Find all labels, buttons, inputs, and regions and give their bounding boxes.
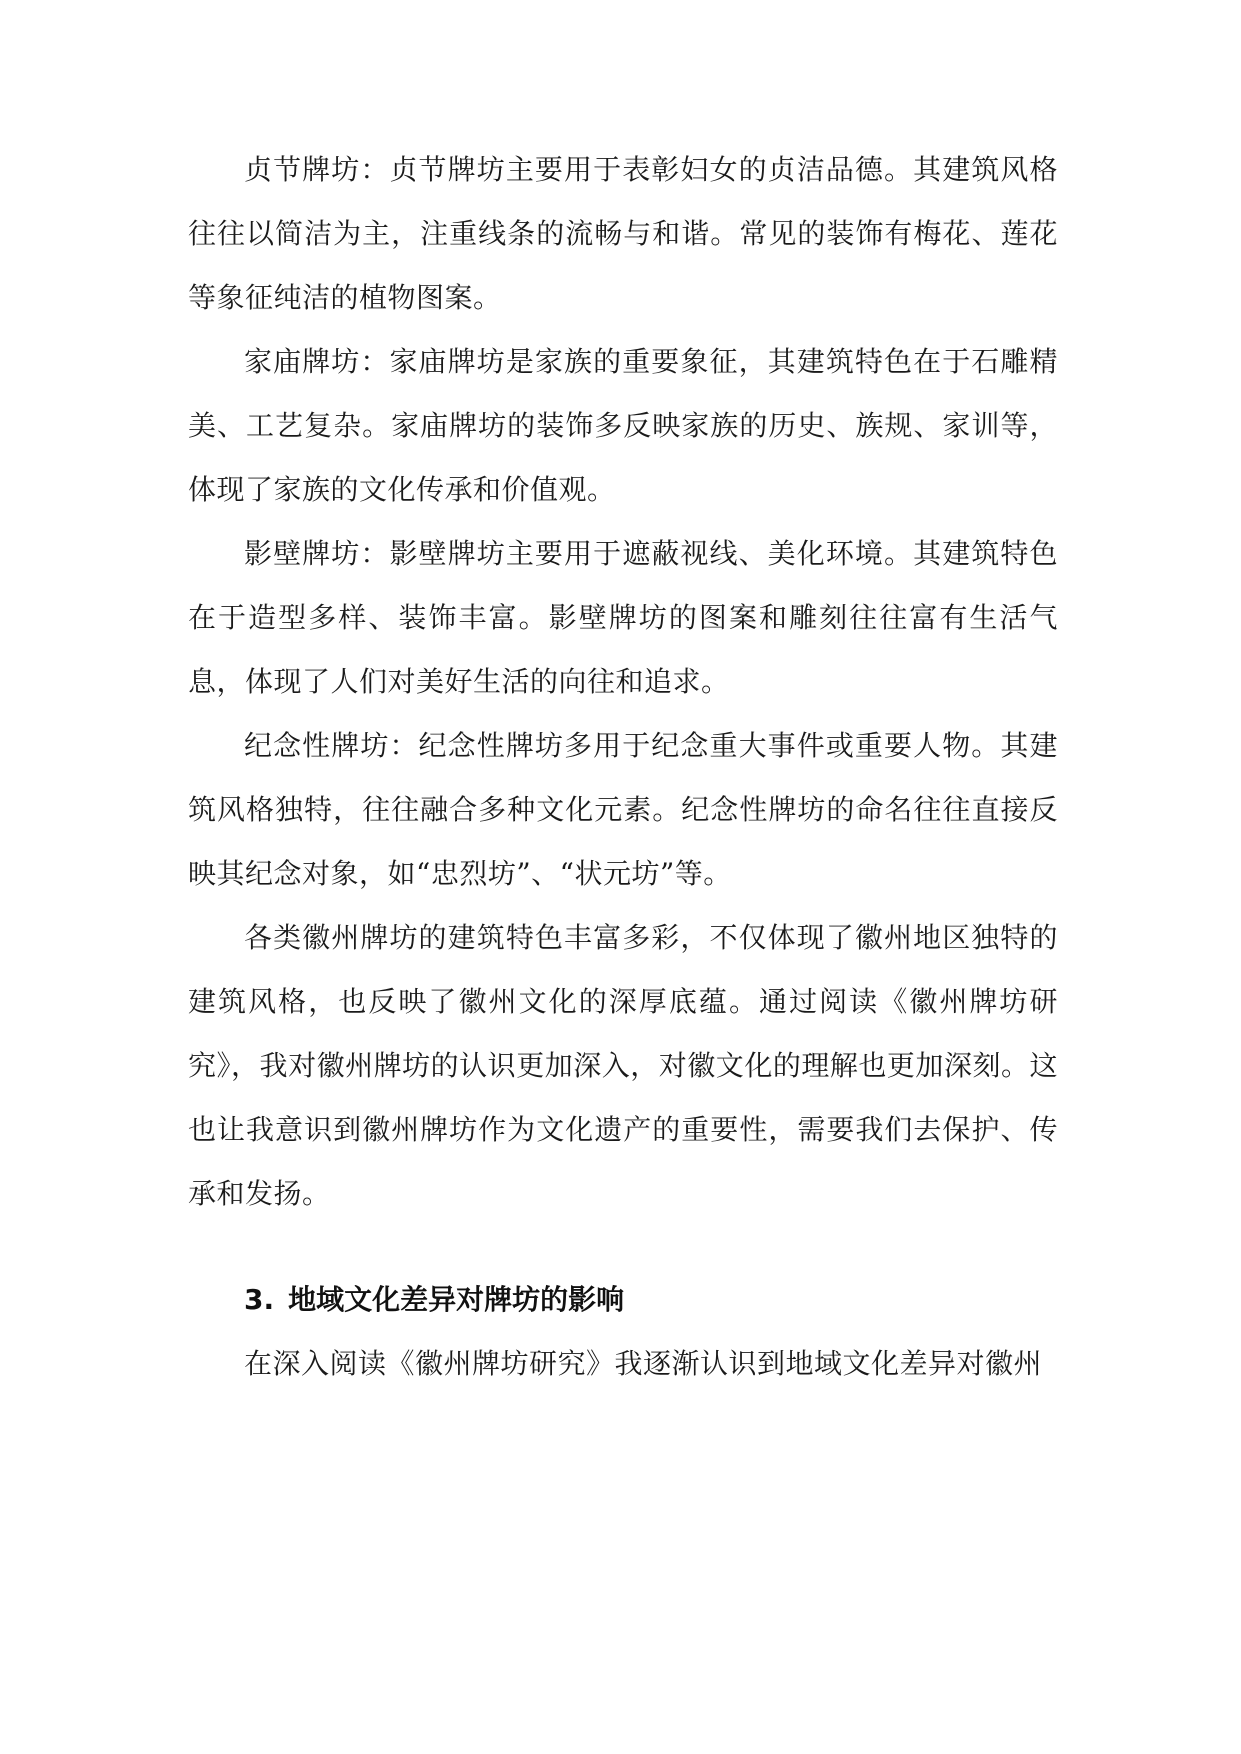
paragraph-chastity-archway: 贞节牌坊：贞节牌坊主要用于表彰妇女的贞洁品德。其建筑风格往往以简洁为主，注重线条的流畅与和谐。常见的装饰有梅花、莲花等象征纯洁的植物图案。: [188, 153, 1058, 314]
paragraph-memorial-archway: 纪念性牌坊：纪念性牌坊多用于纪念重大事件或重要人物。其建筑风格独特，往往融合多种文化元素。纪念性牌坊的命名往往直接反映其纪念对象，如“忠烈坊”、“状元坊”等。: [188, 729, 1058, 890]
document-body: [188, 138, 1058, 1396]
section-title: 地域文化差异对牌坊的影响: [288, 1283, 625, 1316]
paragraph-summary: 各类徽州牌坊的建筑特色丰富多彩，不仅体现了徽州地区独特的建筑风格，也反映了徽州文化的深厚底蕴。通过阅读《徽州牌坊研究》，我对徽州牌坊的认识更加深入，对徽文化的理解也更加深刻。这也让我意识到徽州牌坊作为文化遗产的重要性，需要我们去保护、传承和发扬。: [188, 921, 1058, 1210]
paragraph-ancestral-temple-archway: 家庙牌坊：家庙牌坊是家族的重要象征，其建筑特色在于石雕精美、工艺复杂。家庙牌坊的装饰多反映家族的历史、族规、家训等，体现了家族的文化传承和价值观。: [188, 345, 1058, 506]
paragraph-regional-culture: 在深入阅读《徽州牌坊研究》我逐渐认识到地域文化差异对徽州: [244, 1347, 1043, 1380]
section-number: 3.: [244, 1283, 275, 1316]
section-heading: [188, 1268, 1058, 1332]
paragraph-screen-wall-archway: 影壁牌坊：影壁牌坊主要用于遮蔽视线、美化环境。其建筑特色在于造型多样、装饰丰富。影壁牌坊的图案和雕刻往往富有生活气息，体现了人们对美好生活的向往和追求。: [188, 537, 1058, 698]
